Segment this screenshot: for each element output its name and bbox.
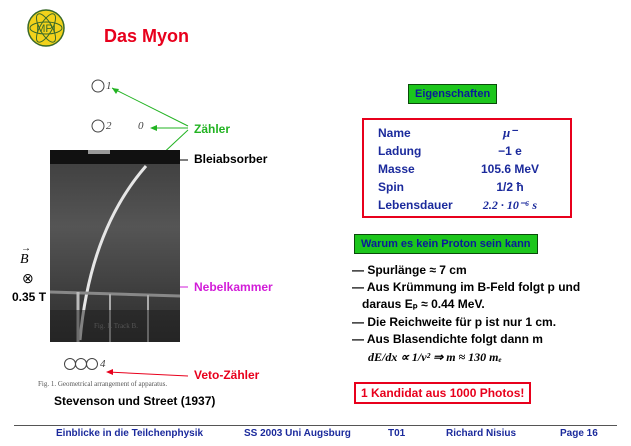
nebelkammer-label: Nebelkammer — [194, 280, 273, 294]
bleiabsorber-label: Bleiabsorber — [194, 152, 268, 166]
logo-text: MPI — [36, 23, 56, 35]
footer-page: Page 16 — [560, 428, 598, 439]
counter-top-number: 1 — [106, 80, 112, 92]
slide-footer — [14, 425, 617, 444]
veto-counter-number: 4 — [100, 358, 106, 370]
vector-arrow-icon: → — [21, 243, 31, 254]
reason-formula: dE/dx ∝ 1/v² ⇒ m ≈ 130 mₑ — [368, 350, 502, 364]
veto-label: Veto-Zähler — [194, 368, 260, 382]
property-name: Masse — [378, 162, 415, 176]
property-name: Spin — [378, 180, 404, 194]
reasons-heading: Warum es kein Proton sein kann — [354, 234, 538, 254]
reason-item: — Spurlänge ≈ 7 cm — [352, 263, 467, 277]
field-direction-icon: ⊗ — [22, 270, 34, 286]
cloud-chamber-photo — [50, 150, 180, 342]
reason-item: daraus Eₚ ≈ 0.44 MeV. — [352, 297, 485, 311]
property-name: Lebensdauer — [378, 198, 453, 212]
property-value: 1/2 ħ — [496, 180, 524, 194]
field-value: 0.35 T — [12, 290, 47, 304]
reason-item: — Aus Krümmung im B-Feld folgt p und — [352, 280, 581, 294]
candidate-note: 1 Kandidat aus 1000 Photos! — [354, 382, 531, 404]
property-name: Name — [378, 126, 411, 140]
field-symbol-letter: B — [20, 252, 29, 267]
property-name: Ladung — [378, 144, 422, 158]
property-value: 2.2 · 10⁻⁶ s — [482, 198, 538, 212]
properties-heading: Eigenschaften — [408, 84, 497, 104]
field-symbol — [20, 243, 31, 268]
geometry-caption: Fig. 1. Geometrical arrangement of apparatus. — [38, 380, 168, 388]
track-caption: Fig. 1. Track B. — [94, 322, 138, 330]
counter-mid-right-number: 0 — [138, 120, 144, 132]
footer-author: Richard Nisius — [446, 428, 517, 439]
footer-course: Einblicke in die Teilchenphysik — [56, 428, 204, 439]
footer-code: T01 — [388, 428, 406, 439]
footer-term: SS 2003 Uni Augsburg — [244, 428, 351, 439]
property-value: 105.6 MeV — [480, 162, 540, 176]
property-value: −1 e — [498, 144, 522, 158]
counter-mid-left-number: 2 — [106, 120, 112, 132]
properties-box — [362, 118, 572, 218]
photo-track-art — [50, 150, 180, 342]
property-value: μ⁻ — [502, 125, 518, 140]
reason-item: — Aus Blasendichte folgt dann m — [352, 332, 543, 346]
slide-title: Das Myon — [104, 26, 190, 46]
reason-item: — Die Reichweite für p ist nur 1 cm. — [352, 315, 557, 329]
zaehler-label: Zähler — [194, 122, 231, 136]
credit-citation: Stevenson und Street (1937) — [54, 394, 216, 408]
